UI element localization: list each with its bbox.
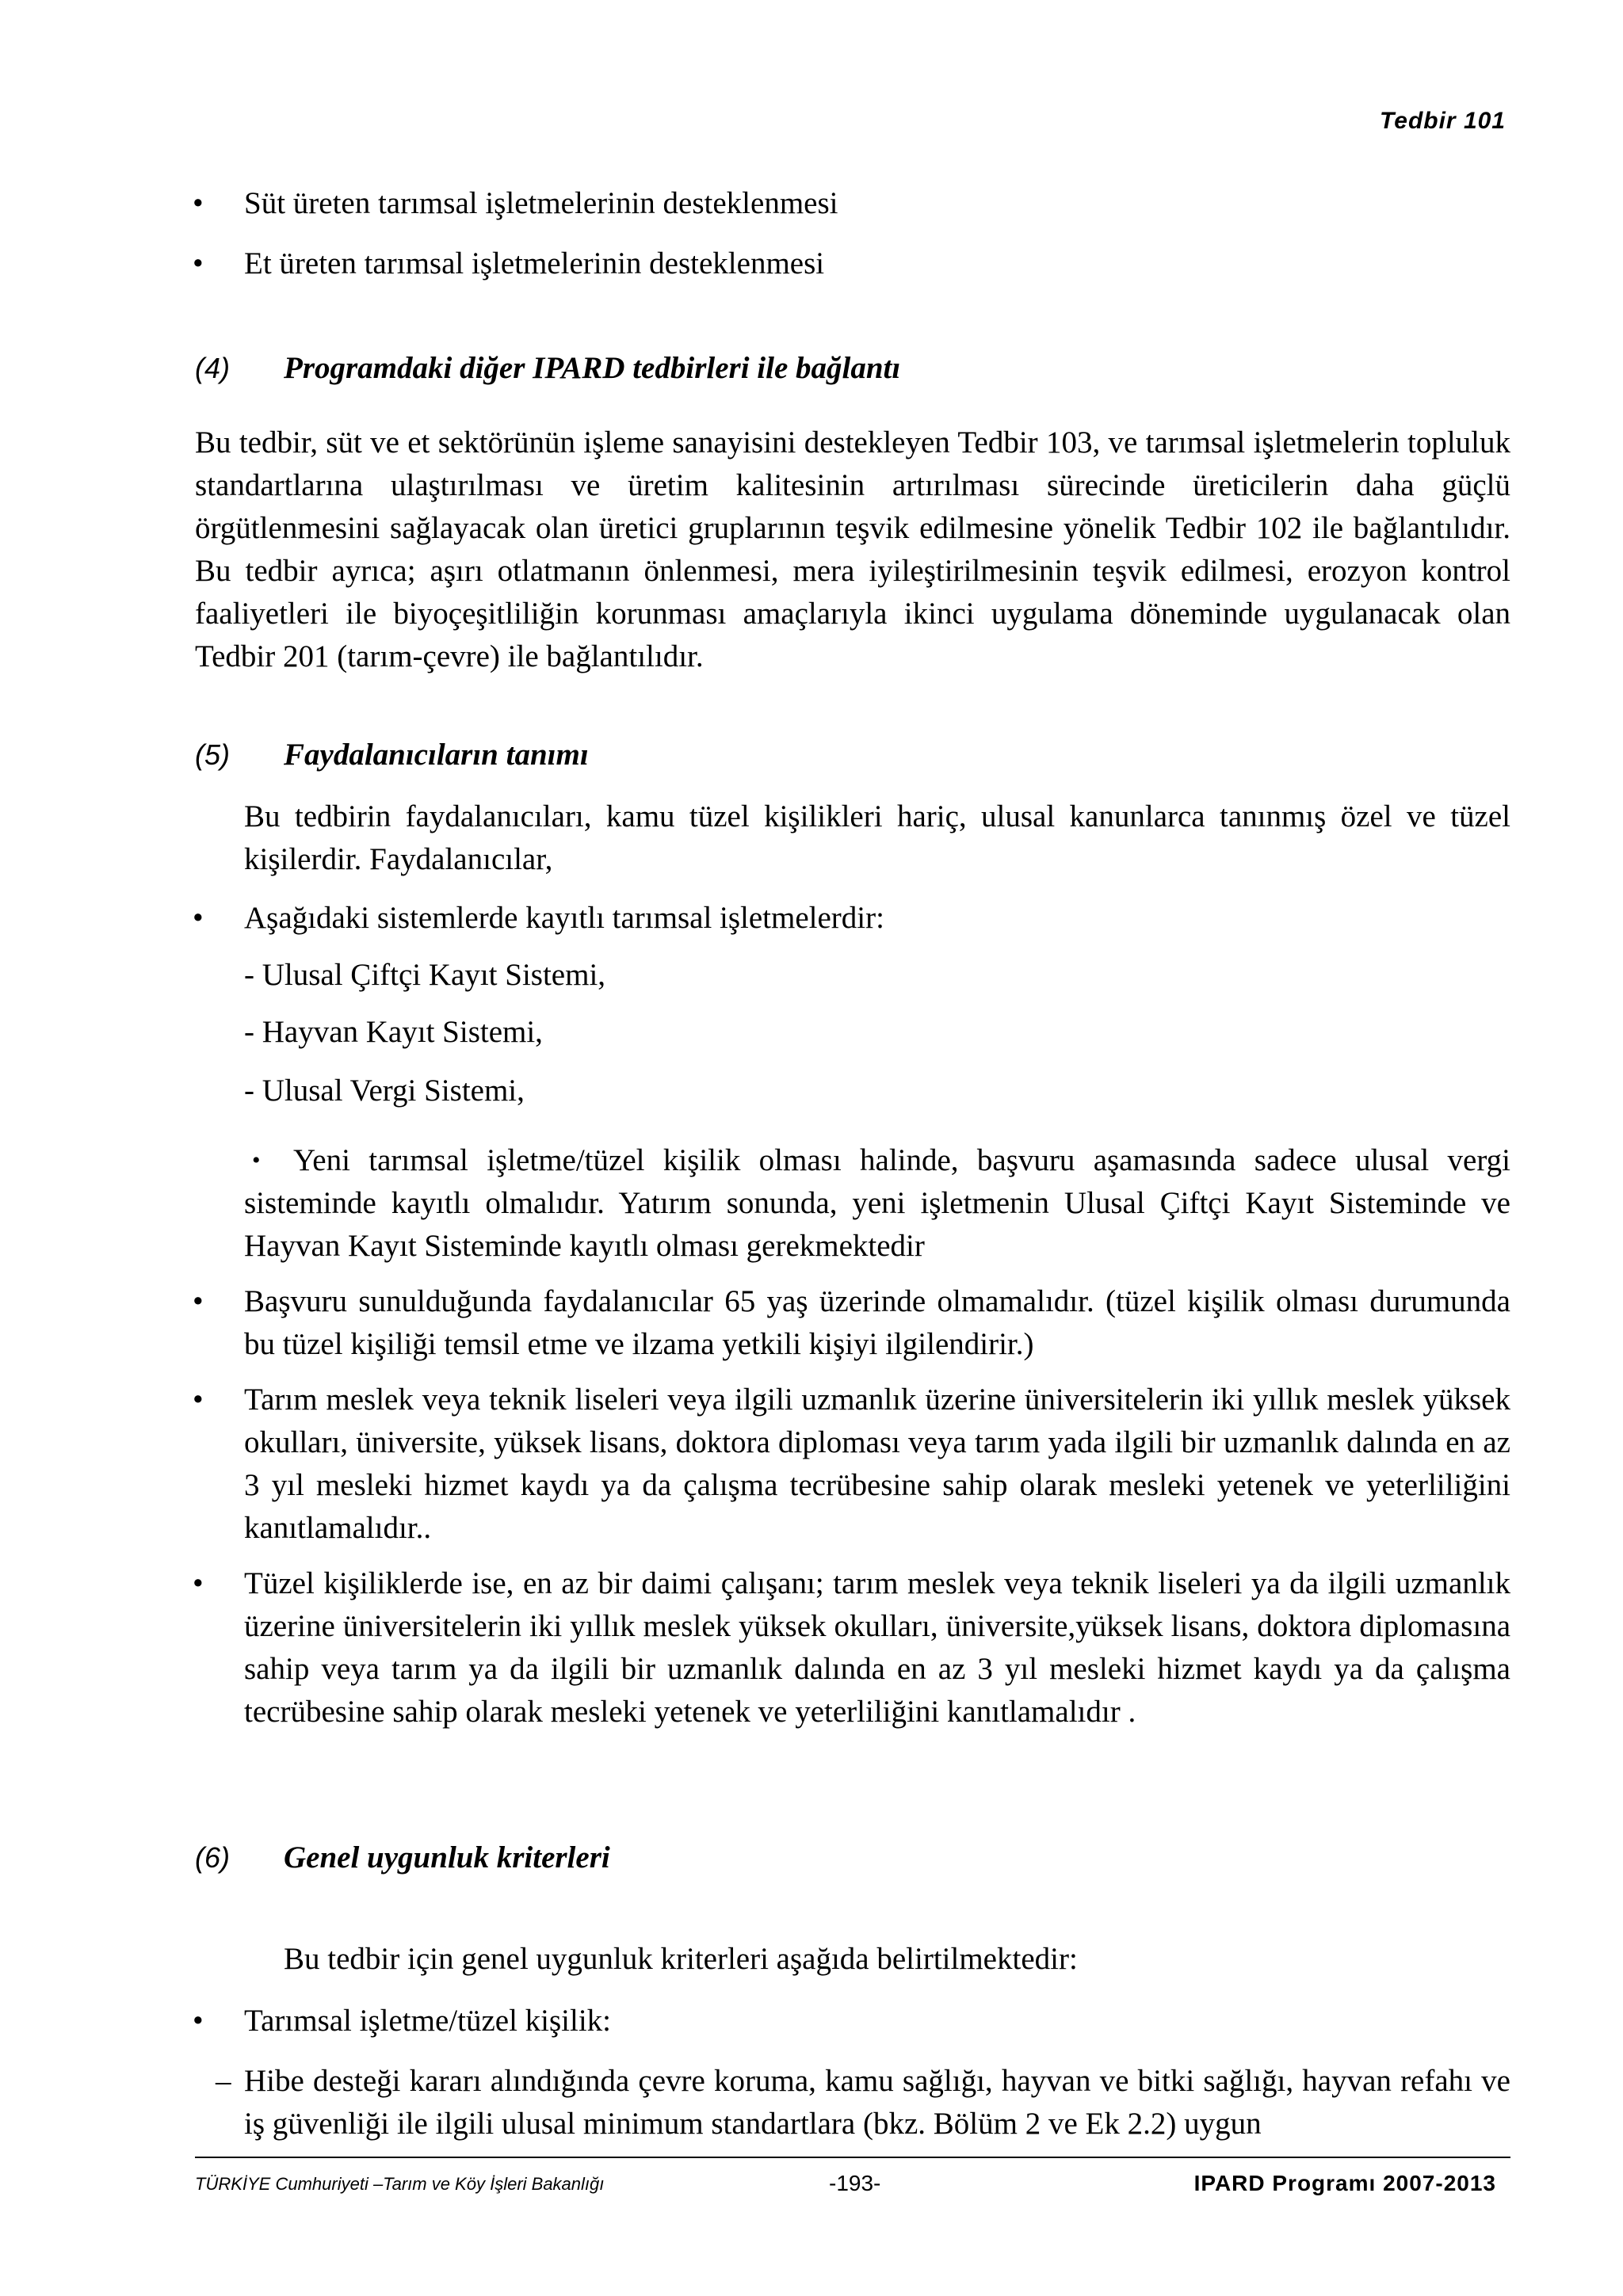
education-requirement-bullet: Tarım meslek veya teknik liseleri veya ilgili uzmanlık üzerine üniversitelerin iki yıllık meslek yüksek okulları, üniversite, yüksek lisans, doktora diploması veya tarım yada ilgili bir uzmanlık dalında en az 3 yıl mesleki hizmet kaydı ya da çalışma tecrübesine sahip olarak mesleki yetenek ve yeterliliğini kanıtlamalıdır.. [244,1383,1510,1545]
new-entity-paragraph: Yeni tarımsal işletme/tüzel kişilik olması halinde, başvuru aşamasında sadece ulusal vergi sisteminde kayıtlı olmalıdır. Yatırım sonunda, yeni işletmenin Ulusal Çiftçi Kayıt Sisteminde ve Hayvan Kayıt Sisteminde kayıtlı olması gerekmektedir [244,1143,1510,1263]
section-title: Genel uygunluk kriterleri [284,1840,610,1875]
small-bullet-icon: • [252,1147,261,1173]
section-5-heading [195,734,589,776]
intro-bullet: Et üreten tarımsal işletmelerinin desteklenmesi [244,246,825,280]
system-item: - Ulusal Vergi Sistemi, [244,1074,525,1108]
section-6-heading [195,1836,610,1879]
bullet-icon: • [193,2004,204,2038]
footer-program: IPARD Programı 2007-2013 [1193,2171,1496,2195]
footer-page-number: -193- [829,2171,881,2195]
section-number: (5) [195,738,230,771]
dash-marker: – [216,2064,231,2098]
section-number: (6) [195,1841,230,1874]
bullet-icon: • [193,246,204,280]
section-6-intro: Bu tedbir için genel uygunluk kriterleri aşağıda belirtilmektedir: [284,1942,1078,1976]
section-4-heading [195,347,900,390]
criteria-dash-item: Hibe desteği kararı alındığında çevre koruma, kamu sağlığı, hayvan ve bitki sağlığı, hayvan refahı ve iş güvenliği ile ilgili ulusal minimum standartlara (bkz. Bölüm 2 ve Ek 2.2) uygun [244,2064,1510,2141]
system-item: - Ulusal Çiftçi Kayıt Sistemi, [244,958,606,992]
bullet-icon: • [193,1284,204,1318]
legal-entity-requirement-bullet: Tüzel kişiliklerde ise, en az bir daimi çalışanı; tarım meslek veya teknik liseleri ya da ilgili uzmanlık üzerine üniversitelerin iki yıllık meslek yüksek okulları, üniversite,yüksek lisans, doktora diplomasına sahip veya tarım ya da ilgili bir uzmanlık dalında en az 3 yıl mesleki hizmet kaydı ya da çalışma tecrübesine sahip olarak mesleki yetenek ve yeterliliğini kanıtlamalıdır . [244,1566,1510,1729]
intro-bullet: Süt üreten tarımsal işletmelerinin desteklenmesi [244,186,838,220]
section-title: Programdaki diğer IPARD tedbirleri ile bağlantı [284,351,901,385]
footer-ministry: TÜRKİYE Cumhuriyeti –Tarım ve Köy İşleri Bakanlığı [195,2174,605,2194]
system-item: - Hayvan Kayıt Sistemi, [244,1015,543,1049]
bullet-icon: • [193,1566,204,1600]
section-5-intro: Bu tedbirin faydalanıcıları, kamu tüzel kişilikleri hariç, ulusal kanunlarca tanınmış özel ve tüzel kişilerdir. Faydalanıcılar, [244,799,1510,876]
footer-rule [195,2157,1510,2158]
age-requirement-bullet: Başvuru sunulduğunda faydalanıcılar 65 yaş üzerinde olmamalıdır. (tüzel kişilik olması durumunda bu tüzel kişiliği temsil etme ve ilzama yetkili kişiyi ilgilendirir.) [244,1284,1510,1361]
section-4-paragraph: Bu tedbir, süt ve et sektörünün işleme sanayisini destekleyen Tedbir 103, ve tarımsal işletmelerin topluluk standartlarına ulaştırılması ve üretim kalitesinin artırılması sürecinde üreticilerin daha güçlü örgütlenmesini sağlayacak olan üretici gruplarının teşvik edilmesine yönelik Tedbir 102 ile bağlantılıdır. Bu tedbir ayrıca; aşırı otlatmanın önlenmesi, mera iyileştirilmesinin teşvik edilmesi, erozyon kontrol faaliyetleri ile biyoçeşitliliğin korunması amaçlarıyla ikinci uygulama döneminde uygulanacak olan Tedbir 201 (tarım-çevre) ile bağlantılıdır. [195,425,1510,673]
section-title: Faydalanıcıların tanımı [284,738,589,772]
page-header-label: Tedbir 101 [1380,108,1506,134]
bullet-icon: • [193,186,204,220]
bullet-icon: • [193,901,204,935]
bullet-icon: • [193,1383,204,1417]
criteria-bullet: Tarımsal işletme/tüzel kişilik: [244,2004,612,2038]
section-number: (4) [195,352,230,384]
beneficiary-bullet: Aşağıdaki sistemlerde kayıtlı tarımsal işletmelerdir: [244,901,884,935]
